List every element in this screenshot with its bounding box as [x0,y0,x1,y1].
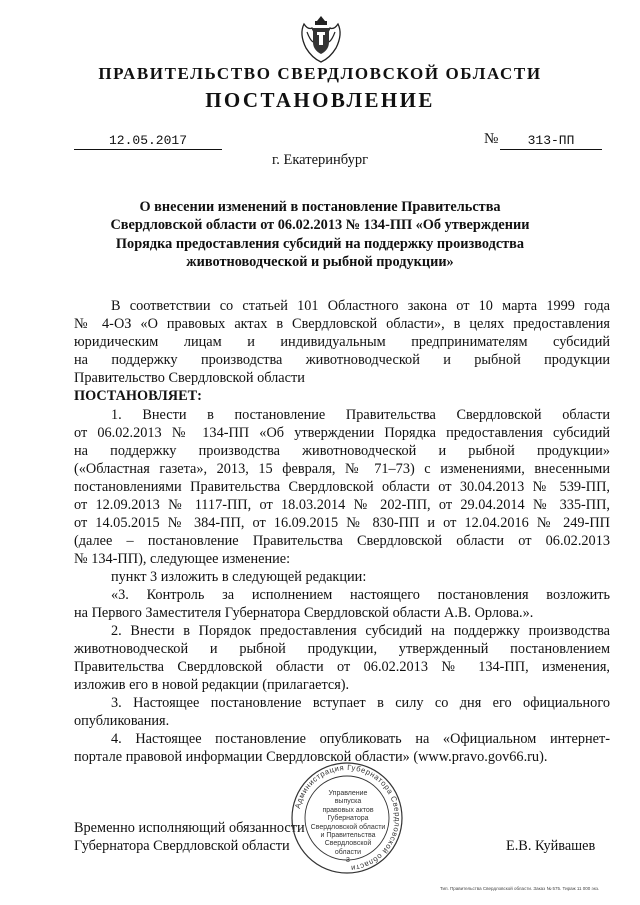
city: г. Екатеринбург [271,152,369,168]
body-line: от 12.09.2013 № 1117-ПП, от 18.03.2014 № 202-ПП, от 29.04.2014 № 335-ПП, [74,497,610,513]
document-title [84,198,556,271]
body-line: юридическим лицам и индивидуальным предпринимателям субсидий [74,334,610,350]
body-line: на поддержку производства животноводческой и рыбной продукции [74,352,610,368]
body-line: постановлениями Правительства Свердловской области от 30.04.2013 № 539-ПП, [74,479,610,495]
body-line: Правительства Свердловской области от 06.02.2013 № 134-ПП, изменения, [74,659,610,675]
stamp-line: 3 [346,857,350,865]
body-line: от 06.02.2013 № 134-ПП «Об утверждении Порядка предоставления субсидий [74,425,610,441]
stamp-line: правовых актов [322,806,374,814]
stamp-line: выпуска [334,798,362,806]
coat-of-arms-icon [298,14,344,64]
body-line: изложив его в новой редакции (прилагается). [74,677,350,693]
body-line: на поддержку производства животноводческой и рыбной продукции» [74,443,610,459]
body-line: от 14.05.2015 № 384-ПП, от 16.09.2015 № 830-ПП и от 12.04.2016 № 249-ПП [74,515,610,531]
body-line: «3. Контроль за исполнением настоящего постановления возложить [111,587,610,603]
body-line: портале правовой информации Свердловской области» (www.pravo.gov66.ru). [74,749,548,765]
body-line: («Областная газета», 2013, 15 февраля, № 71–73) с изменениями, внесенными [74,461,610,477]
organization-name: ПРАВИТЕЛЬСТВО СВЕРДЛОВСКОЙ ОБЛАСТИ [98,64,542,83]
body-line: на Первого Заместителя Губернатора Свердловской области А.В. Орлова.». [74,605,534,621]
title-line: О внесении изменений в постановление Правительства [139,199,501,215]
stamp-line: и Правительства [320,832,376,840]
body-line: 2. Внести в Порядок предоставления субсидий на поддержку производства [111,623,610,639]
signatory-position: Губернатора Свердловской области [74,838,290,854]
number-sign: № [484,131,499,147]
stamp-inner-text [300,790,396,866]
body-line: 1. Внести в постановление Правительства Свердловской области [111,407,610,423]
document-number: 313-ПП [500,133,602,150]
title-line: животноводческой и рыбной продукции» [186,253,454,270]
resolves-heading: ПОСТАНОВЛЯЕТ: [74,388,202,404]
body-line: № 134-ПП), следующее изменение: [74,551,291,567]
stamp-line: Свердловской области [310,823,386,831]
signatory-position: Временно исполняющий обязанности [74,820,305,836]
body-line: № 4-ОЗ «О правовых актах в Свердловской области», в целях предоставления [74,316,610,332]
signatory-name: Е.В. Куйвашев [506,838,596,854]
body-line: (далее – постановление Правительства Свердловской области от 06.02.2013 [74,533,610,549]
stamp-ring-text: Администрация Губернатора Свердловской области [292,762,403,873]
title-line: Свердловской области от 06.02.2013 № 134-ПП «Об утверждении [110,217,530,234]
stamp-line: Управление [328,790,368,797]
body-line: пункт 3 изложить в следующей редакции: [111,569,367,585]
body-line: Правительство Свердловской области [74,370,305,386]
stamp-line: области [334,848,362,856]
document-type: ПОСТАНОВЛЕНИЕ [205,88,435,112]
body-line: 4. Настоящее постановление опубликовать на «Официальном интернет- [111,731,610,747]
body-line: В соответствии со статьей 101 Областного закона от 10 марта 1999 года [111,298,610,314]
body-line: 3. Настоящее постановление вступает в силу со дня его официального [111,695,610,711]
document-date: 12.05.2017 [74,133,222,150]
body-line: опубликования. [74,713,170,729]
body-line: животноводческой и рыбной продукции, утвержденный постановлением [74,641,610,657]
stamp-line: Губернатора [327,815,369,823]
printing-footer: Тип. Правительства Свердловской области. Заказ № 575. Тираж 11 000 экз. [440,886,600,891]
title-line: Порядка предоставления субсидий на поддержку производства [115,235,525,252]
stamp-line: Свердловской [324,840,372,848]
